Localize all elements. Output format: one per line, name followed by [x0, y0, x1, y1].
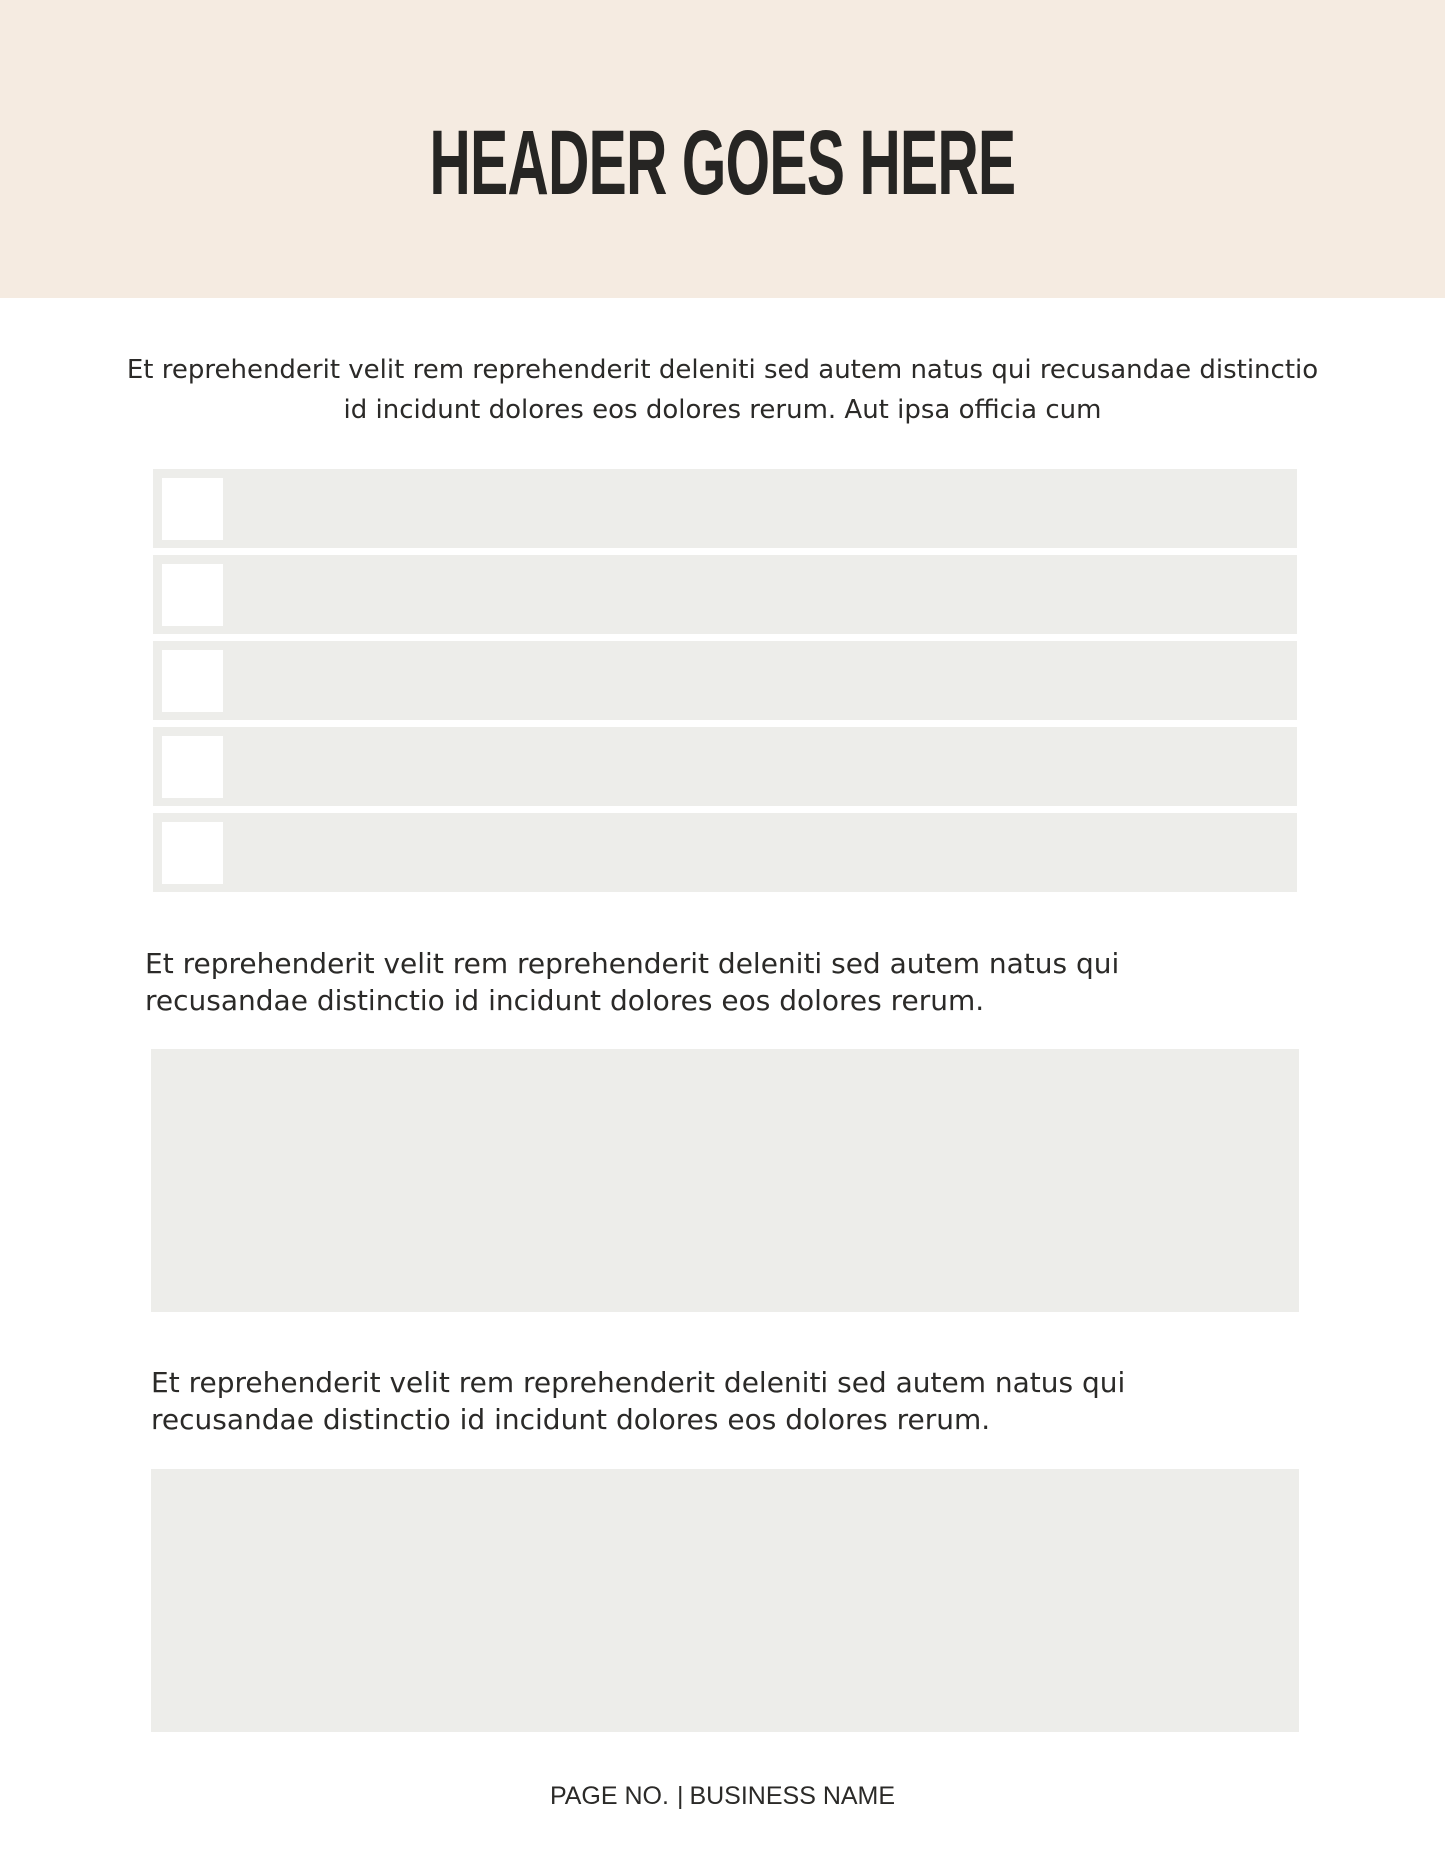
checklist-row[interactable] — [153, 813, 1297, 892]
checklist-row[interactable] — [153, 469, 1297, 548]
footer-page-number: PAGE NO. — [549, 1782, 669, 1810]
section-1-prompt-line-1: Et reprehenderit velit rem reprehenderit deleniti sed autem natus qui — [145, 947, 1120, 980]
section-2-prompt — [151, 1364, 1151, 1438]
checkbox[interactable] — [162, 736, 223, 798]
checkbox[interactable] — [162, 564, 223, 626]
checklist — [153, 469, 1297, 899]
section-1-prompt — [145, 945, 1145, 1019]
checklist-row[interactable] — [153, 641, 1297, 720]
header-band — [0, 0, 1445, 298]
checkbox[interactable] — [162, 822, 223, 884]
section-2-answer-box[interactable] — [151, 1469, 1299, 1732]
footer — [0, 1779, 1445, 1813]
footer-business-name: BUSINESS NAME — [689, 1782, 896, 1810]
checklist-row[interactable] — [153, 727, 1297, 806]
checkbox[interactable] — [162, 650, 223, 712]
checklist-row[interactable] — [153, 555, 1297, 634]
intro-paragraph: Et reprehenderit velit rem reprehenderit deleniti sed autem natus qui recusandae distinctio id incidunt dolores eos dolores rerum. Aut ipsa officia cum — [126, 355, 1319, 425]
footer-separator: | — [676, 1782, 684, 1810]
section-1-prompt-line-2: recusandae distinctio id incidunt dolores eos dolores rerum. — [145, 984, 985, 1017]
section-2-prompt-line-1: Et reprehenderit velit rem reprehenderit deleniti sed autem natus qui — [151, 1366, 1126, 1399]
section-2-prompt-line-2: recusandae distinctio id incidunt dolores eos dolores rerum. — [151, 1403, 991, 1436]
page-title: HEADER GOES HERE — [429, 112, 1016, 214]
section-1-answer-box[interactable] — [151, 1049, 1299, 1312]
checkbox[interactable] — [162, 478, 223, 540]
